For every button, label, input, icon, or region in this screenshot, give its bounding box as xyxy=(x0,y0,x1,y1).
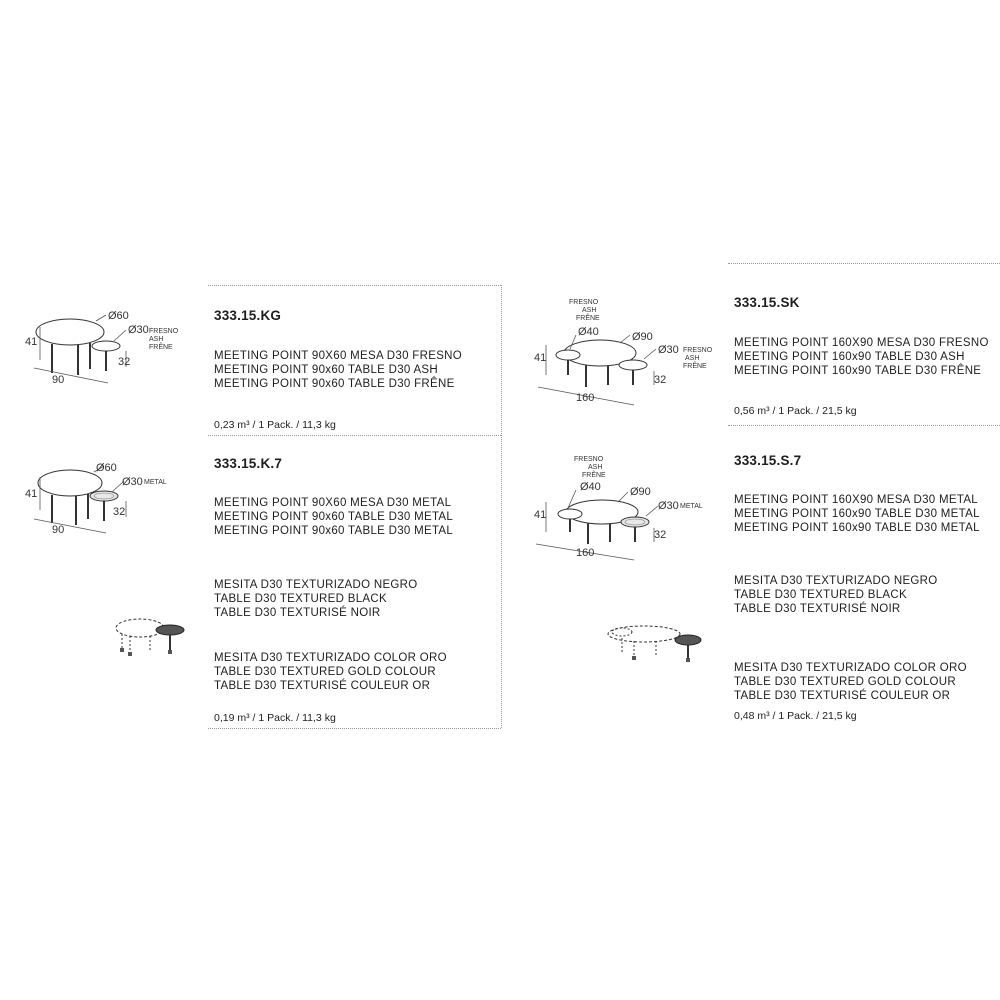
product-code: 333.15.K.7 xyxy=(214,456,283,471)
material-label: FRÊNE xyxy=(683,363,707,370)
dim-side-height: 32 xyxy=(654,529,667,541)
dim-top-diameter: Ø90 xyxy=(630,486,651,498)
dim-width: 90 xyxy=(52,524,65,536)
variant-line: TABLE D30 TEXTURISÉ COULEUR OR xyxy=(734,689,951,702)
pack-info: 0,19 m³ / 1 Pack. / 11,3 kg xyxy=(214,712,336,724)
pack-info: 0,56 m³ / 1 Pack. / 21,5 kg xyxy=(734,405,857,417)
divider-left-middle xyxy=(208,435,501,436)
description-line: MEETING POINT 90x60 TABLE D30 ASH xyxy=(214,363,439,376)
table-drawing-160x90-metal xyxy=(530,450,730,570)
variant-line: MESITA D30 TEXTURIZADO NEGRO xyxy=(214,579,418,591)
dim-side-height: 32 xyxy=(654,374,667,386)
material-label: ASH xyxy=(582,307,597,314)
dim-small-diameter: Ø40 xyxy=(580,481,601,493)
variant-line: TABLE D30 TEXTURISÉ NOIR xyxy=(734,602,901,615)
variant-line: MESITA D30 TEXTURIZADO NEGRO xyxy=(734,575,938,587)
material-label: FRÊNE xyxy=(576,315,600,322)
dim-small-diameter: Ø40 xyxy=(578,326,599,338)
description-line: MEETING POINT 160X90 MESA D30 FRESNO xyxy=(734,337,989,349)
table-drawing-90x60-ash xyxy=(22,305,202,395)
dim-top-diameter: Ø60 xyxy=(96,462,117,474)
material-label: FRESNO xyxy=(149,328,179,335)
pack-info: 0,23 m³ / 1 Pack. / 11,3 kg xyxy=(214,419,336,431)
variant-line: TABLE D30 TEXTURED BLACK xyxy=(734,588,907,601)
variant-description xyxy=(214,579,418,620)
side-table-icon-gold xyxy=(604,620,714,670)
product-description xyxy=(214,497,453,538)
material-label: FRÊNE xyxy=(582,472,606,479)
variant-line: TABLE D30 TEXTURED GOLD COLOUR xyxy=(214,665,437,678)
material-label: FRÊNE xyxy=(149,344,173,351)
material-label: ASH xyxy=(149,336,164,343)
description-line: MEETING POINT 160x90 TABLE D30 ASH xyxy=(734,350,965,363)
dim-top-diameter: Ø60 xyxy=(108,310,129,322)
dim-width: 160 xyxy=(576,392,595,404)
dim-side-diameter: Ø30 xyxy=(658,344,679,356)
description-line: MEETING POINT 160X90 MESA D30 METAL xyxy=(734,494,978,506)
material-label: METAL xyxy=(144,479,167,486)
material-label: FRESNO xyxy=(574,456,604,463)
material-label: FRESNO xyxy=(683,347,713,354)
divider-left-vertical xyxy=(501,285,502,728)
material-label: ASH xyxy=(685,355,700,362)
product-code: 333.15.S.7 xyxy=(734,453,802,468)
dim-side-diameter: Ø30 xyxy=(658,500,679,512)
variant-line: MESITA D30 TEXTURIZADO COLOR ORO xyxy=(734,662,967,674)
divider-left-top xyxy=(208,285,501,286)
dim-side-height: 32 xyxy=(118,356,131,368)
divider-right-middle xyxy=(728,425,1000,426)
description-line: MEETING POINT 90x60 TABLE D30 FRÊNE xyxy=(214,377,455,390)
description-line: MEETING POINT 90X60 MESA D30 FRESNO xyxy=(214,350,463,362)
product-description xyxy=(734,337,989,378)
variant-line: TABLE D30 TEXTURED BLACK xyxy=(214,592,387,605)
variant-line: TABLE D30 TEXTURED GOLD COLOUR xyxy=(734,675,957,688)
divider-right-top xyxy=(728,263,1000,264)
variant-description xyxy=(734,662,967,703)
dim-side-height: 32 xyxy=(113,506,126,518)
dim-height: 41 xyxy=(534,509,547,521)
dim-height: 41 xyxy=(25,336,38,348)
description-line: MEETING POINT 90X60 MESA D30 METAL xyxy=(214,497,452,509)
side-table-icon-black xyxy=(112,612,202,662)
material-label: METAL xyxy=(680,503,703,510)
description-line: MEETING POINT 90x60 TABLE D30 METAL xyxy=(214,510,454,523)
divider-left-bottom xyxy=(208,728,501,729)
dim-side-diameter: Ø30 xyxy=(122,476,143,488)
dim-top-diameter: Ø90 xyxy=(632,331,653,343)
variant-line: TABLE D30 TEXTURISÉ COULEUR OR xyxy=(214,679,431,692)
product-description xyxy=(734,494,980,535)
dim-height: 41 xyxy=(534,352,547,364)
description-line: MEETING POINT 160x90 TABLE D30 METAL xyxy=(734,507,980,520)
variant-line: MESITA D30 TEXTURIZADO COLOR ORO xyxy=(214,652,447,664)
dim-width: 90 xyxy=(52,374,65,386)
description-line: MEETING POINT 160x90 TABLE D30 METAL xyxy=(734,521,980,534)
description-line: MEETING POINT 160x90 TABLE D30 FRÊNE xyxy=(734,364,982,377)
dim-side-diameter: Ø30 xyxy=(128,324,149,336)
dim-width: 160 xyxy=(576,547,595,559)
material-label: ASH xyxy=(588,464,603,471)
product-description xyxy=(214,350,462,391)
dim-height: 41 xyxy=(25,488,38,500)
product-code: 333.15.SK xyxy=(734,295,800,310)
material-label: FRESNO xyxy=(569,299,599,306)
table-drawing-90x60-metal xyxy=(22,455,202,545)
variant-description xyxy=(214,652,447,693)
description-line: MEETING POINT 90x60 TABLE D30 METAL xyxy=(214,524,454,537)
product-code: 333.15.KG xyxy=(214,308,282,323)
variant-line: TABLE D30 TEXTURISÉ NOIR xyxy=(214,606,381,619)
table-drawing-160x90-ash xyxy=(530,295,730,415)
pack-info: 0,48 m³ / 1 Pack. / 21,5 kg xyxy=(734,710,857,722)
variant-description xyxy=(734,575,938,616)
